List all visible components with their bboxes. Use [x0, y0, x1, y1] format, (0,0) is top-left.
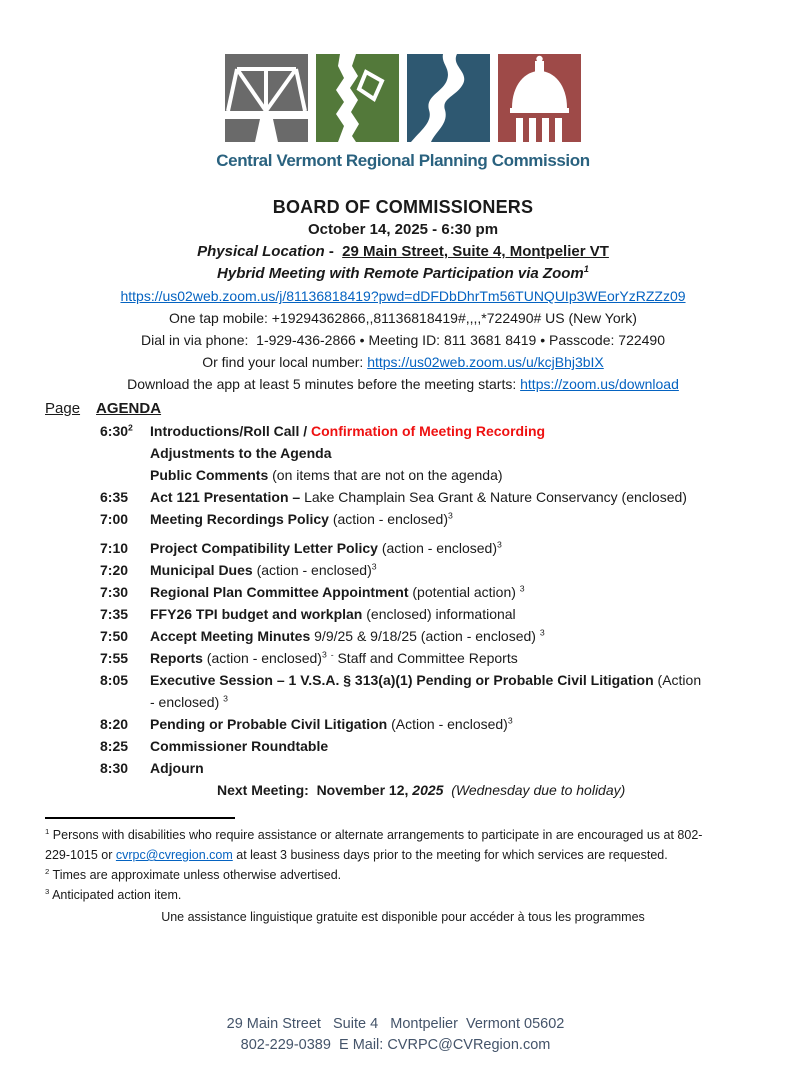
physical-location-line: [45, 241, 761, 263]
text-segment: Executive Session – 1 V.S.A. § 313(a)(1) Pending or Probable Civil Litigation: [150, 672, 658, 688]
text-segment: 1: [583, 264, 589, 274]
text-segment: (Action - enclosed): [391, 716, 508, 732]
text-segment: 8:30: [100, 760, 129, 776]
org-name: Central Vermont Regional Planning Commission: [216, 151, 590, 170]
text-segment: 3: [519, 583, 525, 594]
text-segment: 7:55: [100, 650, 129, 666]
agenda-time: [100, 464, 150, 486]
language-assistance-line: Une assistance linguistique gratuite est disponible pour accéder à tous les programmes: [161, 910, 645, 924]
agenda-time: [100, 603, 150, 625]
text-segment: 1: [45, 826, 50, 836]
agenda-item-text: [150, 735, 761, 757]
text-segment: -: [330, 649, 334, 660]
text-segment: Reports: [150, 650, 207, 666]
agenda-row: [100, 537, 761, 559]
agenda-row: [100, 464, 761, 486]
agenda-time: [100, 442, 150, 464]
text-segment: Persons with disabilities who require assistance or alternate arrangements to participate in are encouraged us at 802-: [49, 828, 703, 842]
agenda-row: [100, 486, 761, 508]
agenda-row: [100, 581, 761, 603]
text-segment: Hybrid Meeting with Remote Participation via Zoom: [217, 265, 584, 282]
text-segment: (on items that are not on the agenda): [272, 467, 503, 483]
text-segment: Pending or Probable Civil Litigation: [150, 716, 392, 732]
agenda-list: [100, 420, 761, 801]
text-segment: 3: [448, 510, 453, 521]
cvrpc-logo-graphic: [225, 54, 581, 142]
agenda-time: [100, 779, 150, 801]
text-segment: Dial in via phone: 1-929-436-2866 • Meeting ID: 811 3681 8419 • Passcode: 722490: [140, 332, 665, 348]
agenda-item-text: [150, 669, 761, 713]
agenda-row: [100, 647, 761, 669]
text-segment: Act 121 Presentation –: [150, 489, 305, 505]
agenda-item-text: [150, 625, 761, 647]
zoom-join-link-line: [45, 285, 761, 307]
agenda-row: [100, 779, 761, 801]
river-panel-icon: [407, 54, 490, 142]
agenda-item-text: [150, 420, 761, 442]
text-segment: - enclosed): [150, 694, 224, 710]
text-segment: 3: [507, 715, 513, 726]
meeting-header: [45, 195, 761, 285]
text-segment: Times are approximate unless otherwise advertised.: [49, 868, 342, 882]
agenda-item-text: [150, 757, 761, 779]
text-segment: -: [324, 243, 343, 260]
page-column-label: Page: [45, 400, 81, 417]
zoom-dial-in-line: [45, 329, 761, 351]
text-segment: 8:25: [100, 738, 129, 754]
text-segment: 9/9/25 & 9/18/25 (action - enclosed): [314, 628, 540, 644]
document-footer: [0, 1014, 791, 1056]
text-segment: 6:35: [100, 489, 129, 505]
text-segment: 3: [223, 693, 228, 704]
text-segment: (action - enclosed): [206, 650, 322, 666]
text-segment: 7:50: [100, 628, 129, 644]
text-segment: (enclosed) informational: [366, 606, 516, 622]
agenda-item-text: [150, 464, 761, 486]
zoom-one-tap-line: [45, 307, 761, 329]
text-segment: One tap mobile: +19294362866,,81136818419#,,,,*722490# US (New York): [169, 310, 637, 326]
agenda-time: [100, 537, 150, 559]
zoom-connection-info: [45, 285, 761, 395]
text-segment: Lake Champlain Sea Grant & Nature Conservancy (enclosed): [304, 489, 687, 505]
footnotes-section: [45, 817, 761, 927]
text-segment: 3: [45, 886, 50, 896]
agenda-item-text: [150, 581, 761, 603]
agenda-item-text: [150, 603, 761, 625]
cvrpc-logo: [45, 54, 761, 171]
text-segment: 229-1015 or: [45, 848, 116, 862]
agenda-item-text: [150, 713, 761, 735]
agenda-time: [100, 420, 150, 442]
agenda-row: [100, 603, 761, 625]
text-segment: Accept Meeting Minutes: [150, 628, 315, 644]
hyperlink[interactable]: https://us02web.zoom.us/j/81136818419?pwd=dDFDbDhrTm56TUNQUIp3WEorYzRZZz09: [120, 288, 686, 304]
text-segment: (Action: [657, 672, 702, 688]
text-segment: Introductions/Roll Call /: [150, 423, 311, 439]
hyperlink[interactable]: https://zoom.us/download: [520, 376, 679, 392]
agenda-time: [100, 735, 150, 757]
text-segment: Public Comments: [150, 467, 273, 483]
text-segment: (action - enclosed): [256, 562, 372, 578]
agenda-row: [100, 559, 761, 581]
agenda-document: [0, 54, 791, 1053]
meeting-datetime: October 14, 2025 - 6:30 pm: [307, 221, 499, 238]
agenda-item-text: [150, 508, 761, 530]
agenda-item-text: [150, 486, 761, 508]
zoom-download-line: [45, 373, 761, 395]
agenda-row: [100, 757, 761, 779]
footer-contact: 802-229-0389 E Mail: CVRPC@CVRegion.com: [240, 1037, 551, 1053]
agenda-item-text: [150, 442, 761, 464]
agenda-row: [100, 735, 761, 757]
text-segment: 3: [539, 627, 545, 638]
text-segment: Regional Plan Committee Appointment: [150, 584, 413, 600]
agenda-time: [100, 486, 150, 508]
text-segment: Physical Location: [197, 243, 325, 260]
text-segment: 7:10: [100, 540, 129, 556]
text-segment: 3: [497, 539, 502, 550]
text-segment: 7:20: [100, 562, 129, 578]
text-segment: 2025: [412, 782, 444, 798]
agenda-time: [100, 757, 150, 779]
text-segment: (potential action): [412, 584, 520, 600]
text-segment: Staff and Committee Reports: [333, 650, 518, 666]
text-segment: 2: [128, 422, 133, 433]
agenda-time: [100, 559, 150, 581]
agenda-row: [100, 669, 761, 713]
agenda-time: [100, 647, 150, 669]
footnote-times: [45, 865, 761, 885]
text-segment: 3: [371, 561, 377, 572]
text-segment: Adjourn: [150, 760, 204, 776]
text-segment: 2: [45, 866, 50, 876]
vermont-state-panel-icon: [316, 54, 399, 142]
text-segment: 29 Main Street, Suite 4, Montpelier VT: [342, 243, 609, 260]
agenda-item-text: [150, 559, 761, 581]
text-segment: Anticipated action item.: [49, 888, 182, 902]
agenda-row: [100, 442, 761, 464]
text-segment: (action - enclosed): [332, 511, 448, 527]
text-segment: 6:30: [100, 423, 129, 439]
text-segment: at least 3 business days prior to the meeting for which services are requested.: [232, 848, 668, 862]
footnote-divider: [45, 817, 235, 819]
agenda-item-text: [150, 537, 761, 559]
text-segment: FFY26 TPI budget and workplan: [150, 606, 367, 622]
agenda-row: [100, 420, 761, 442]
zoom-local-number-line: [45, 351, 761, 373]
text-segment: 7:00: [100, 511, 129, 527]
agenda-time: [100, 713, 150, 735]
capitol-dome-panel-icon: [498, 54, 581, 142]
text-segment: Commissioner Roundtable: [150, 738, 329, 754]
text-segment: 7:35: [100, 606, 129, 622]
agenda-item-text: [150, 779, 761, 801]
text-segment: Project Compatibility Letter Policy: [150, 540, 382, 556]
agenda-heading-row: [45, 398, 761, 420]
text-segment: 3: [321, 649, 327, 660]
agenda-row: [100, 713, 761, 735]
agenda-time: [100, 581, 150, 603]
text-segment: Download the app at least 5 minutes before the meeting starts:: [127, 376, 521, 392]
agenda-time: [100, 669, 150, 713]
text-segment: Adjustments to the Agenda: [150, 445, 332, 461]
text-segment: Or find your local number:: [202, 354, 368, 370]
agenda-row: [100, 508, 761, 530]
text-segment: (action - enclosed): [381, 540, 497, 556]
text-segment: Confirmation of Meeting Recording: [311, 423, 546, 439]
agenda-time: [100, 625, 150, 647]
meeting-title: BOARD OF COMMISSIONERS: [272, 197, 534, 217]
agenda-item-text: [150, 647, 761, 669]
text-segment: 8:20: [100, 716, 129, 732]
hybrid-meeting-line: [45, 263, 761, 285]
bridge-panel-icon: [225, 54, 308, 142]
hyperlink[interactable]: cvrpc@cvregion.com: [115, 848, 233, 862]
agenda-heading: AGENDA: [96, 400, 162, 417]
text-segment: Municipal Dues: [150, 562, 257, 578]
agenda-row: [100, 625, 761, 647]
footer-address: 29 Main Street Suite 4 Montpelier Vermont 05602: [226, 1016, 565, 1032]
text-segment: Meeting Recordings Policy: [150, 511, 333, 527]
text-segment: Next Meeting: November 12,: [217, 782, 413, 798]
text-segment: 8:05: [100, 672, 129, 688]
text-segment: 7:30: [100, 584, 129, 600]
footnote-action-item: [45, 885, 761, 905]
footnote-accessibility: [45, 825, 761, 865]
agenda-time: [100, 508, 150, 530]
hyperlink[interactable]: https://us02web.zoom.us/u/kcjBhj3bIX: [367, 354, 604, 370]
text-segment: (Wednesday due to holiday): [451, 782, 626, 798]
